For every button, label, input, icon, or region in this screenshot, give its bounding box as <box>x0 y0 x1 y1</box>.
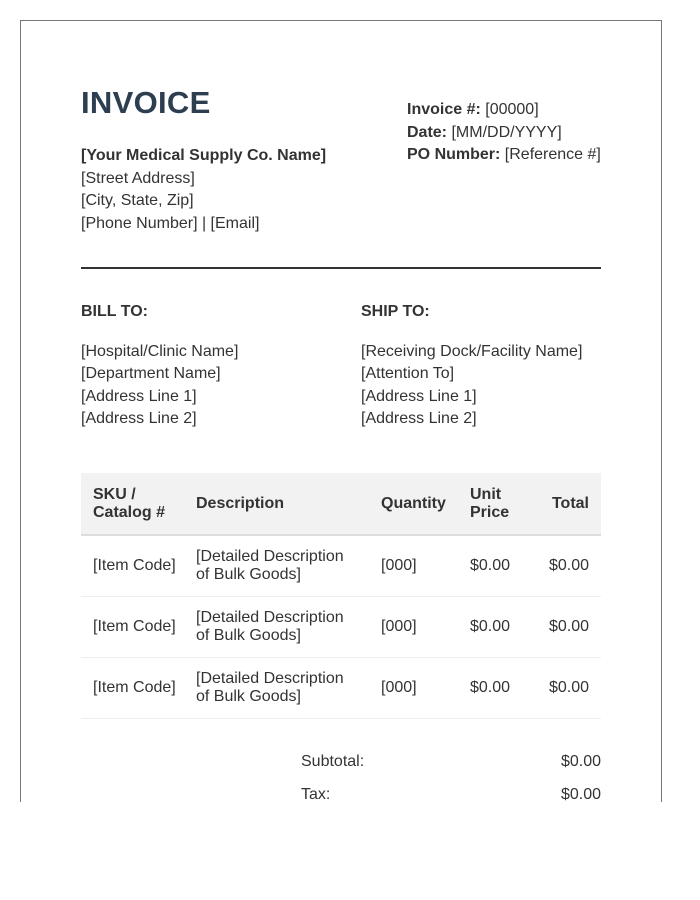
bill-to-line: [Address Line 2] <box>81 410 197 427</box>
table-row <box>81 535 601 596</box>
header-quantity: Quantity <box>369 473 458 535</box>
ship-to-block <box>361 301 582 431</box>
header-description: Description <box>188 473 369 535</box>
po-number-label: PO Number: <box>407 146 501 163</box>
cell-sku: [Item Code] <box>81 535 188 596</box>
totals-block <box>301 753 601 802</box>
description-line: of Bulk Goods] <box>196 626 301 644</box>
table-header-row <box>81 473 601 535</box>
table-row <box>81 657 601 718</box>
cell-unit-price: $0.00 <box>458 657 536 718</box>
header-sku <box>81 473 188 535</box>
bill-to-line: [Address Line 1] <box>81 387 197 405</box>
tax-row <box>301 786 601 802</box>
description-line: of Bulk Goods] <box>196 565 301 583</box>
tax-label: Tax: <box>301 786 331 802</box>
bill-to-block <box>81 301 238 431</box>
invoice-page <box>20 20 662 802</box>
invoice-meta <box>407 99 601 167</box>
invoice-number-row <box>407 99 601 122</box>
cell-description <box>188 596 369 657</box>
subtotal-label: Subtotal: <box>301 753 365 770</box>
header-sku-line: Catalog # <box>93 503 166 521</box>
cell-quantity: [000] <box>369 535 458 596</box>
cell-quantity: [000] <box>369 596 458 657</box>
invoice-date-value: [MM/DD/YYYY] <box>451 123 562 141</box>
header-unit-price <box>458 473 536 535</box>
cell-unit-price: $0.00 <box>458 535 536 596</box>
invoice-number-value: [00000] <box>485 101 539 118</box>
subtotal-value: $0.00 <box>560 753 601 770</box>
bill-to-line: [Hospital/Clinic Name] <box>81 342 239 360</box>
header-divider <box>81 267 601 269</box>
company-contact: [Phone Number] | [Email] <box>81 214 260 232</box>
company-name: [Your Medical Supply Co. Name] <box>81 147 327 164</box>
header-sku-line: SKU / <box>93 485 136 503</box>
ship-to-line: [Receiving Dock/Facility Name] <box>361 342 583 360</box>
cell-unit-price: $0.00 <box>458 596 536 657</box>
header-total: Total <box>536 473 601 535</box>
cell-total: $0.00 <box>536 596 601 657</box>
tax-value: $0.00 <box>560 786 601 802</box>
table-row <box>81 596 601 657</box>
line-items-table <box>81 473 601 719</box>
po-number-value: [Reference #] <box>504 146 601 163</box>
cell-sku: [Item Code] <box>81 657 188 718</box>
invoice-date-row <box>407 122 601 145</box>
invoice-title: INVOICE <box>81 85 211 120</box>
description-line: [Detailed Description <box>196 547 344 565</box>
header-unit-line: Unit <box>470 485 502 503</box>
description-line: [Detailed Description <box>196 669 344 687</box>
bill-to-line: [Department Name] <box>81 365 221 382</box>
bill-to-heading: BILL TO: <box>81 303 148 320</box>
cell-description <box>188 535 369 596</box>
invoice-date-label: Date: <box>407 123 448 141</box>
header-unit-line: Price <box>470 503 510 521</box>
ship-to-line: [Address Line 1] <box>361 387 477 405</box>
cell-total: $0.00 <box>536 535 601 596</box>
company-city: [City, State, Zip] <box>81 192 194 209</box>
cell-sku: [Item Code] <box>81 596 188 657</box>
ship-to-heading: SHIP TO: <box>361 303 430 320</box>
cell-quantity: [000] <box>369 657 458 718</box>
invoice-number-label: Invoice #: <box>407 101 481 118</box>
ship-to-line: [Address Line 2] <box>361 410 477 427</box>
company-street: [Street Address] <box>81 169 195 187</box>
ship-to-line: [Attention To] <box>361 365 455 382</box>
description-line: [Detailed Description <box>196 608 344 626</box>
po-number-row <box>407 144 601 167</box>
company-info <box>81 145 326 235</box>
description-line: of Bulk Goods] <box>196 687 301 705</box>
cell-description <box>188 657 369 718</box>
subtotal-row <box>301 753 601 786</box>
cell-total: $0.00 <box>536 657 601 718</box>
